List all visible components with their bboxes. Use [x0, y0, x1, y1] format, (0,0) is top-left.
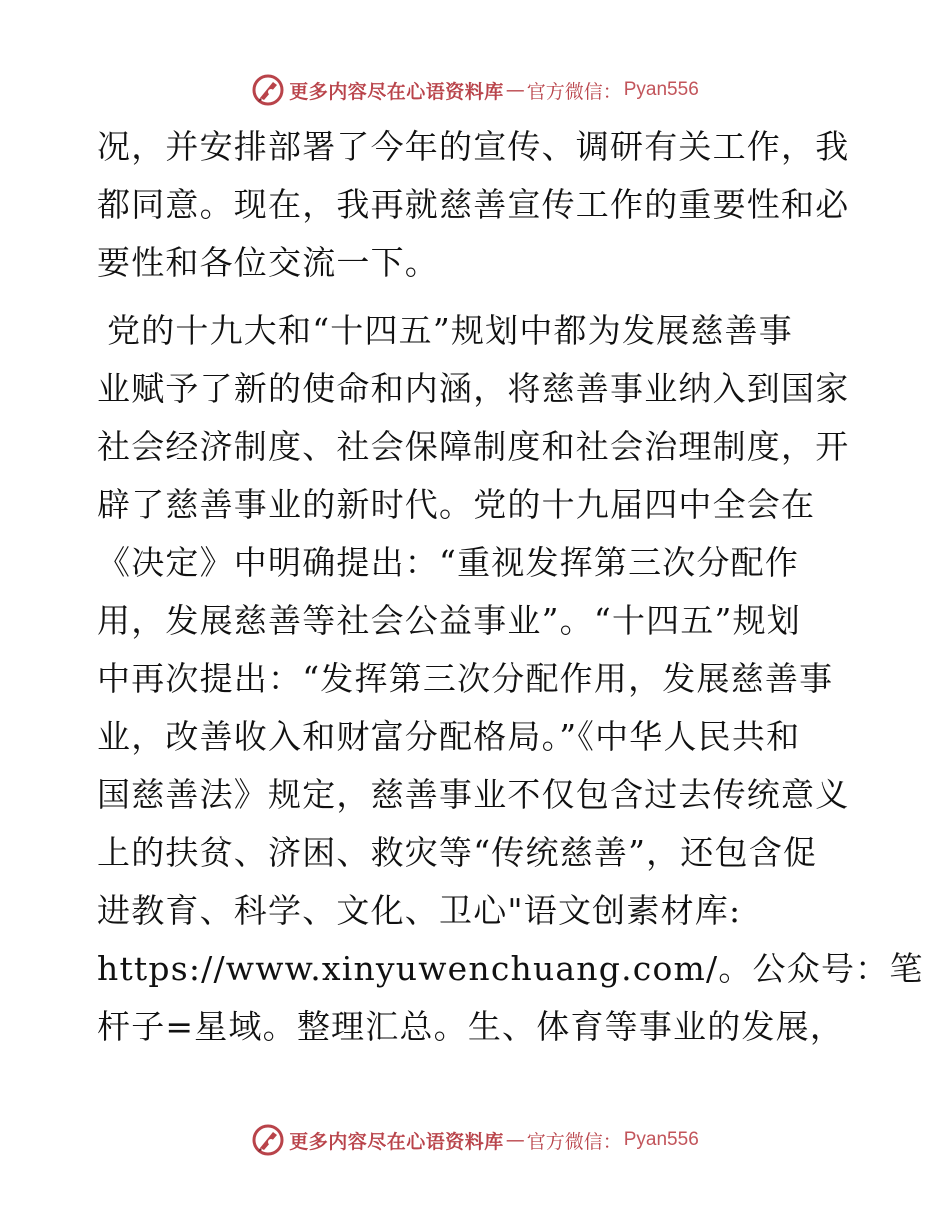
text-line: 上的扶贫、济困、救灾等“传统慈善”，还包含促: [97, 833, 818, 872]
text-line: 党的十九大和“十四五”规划中都为发展慈善事: [107, 311, 793, 350]
document-body: [97, 118, 924, 1056]
text-line: 用，发展慈善等社会公益事业”。“十四五”规划: [97, 601, 802, 640]
paragraph-2: [97, 302, 924, 1056]
text-line: 都同意。现在，我再就慈善宣传工作的重要性和必: [97, 185, 850, 224]
banner-brand-text: 更多内容尽在心语资料库: [289, 80, 504, 103]
text-line: 进教育、科学、文化、卫心"语文创素材库:: [97, 891, 742, 930]
banner-official-label: 官方微信：: [526, 1130, 622, 1153]
banner-dash: —: [505, 1129, 525, 1151]
text-line: https://www.xinyuwenchuang.com/。公众号：笔: [97, 949, 924, 988]
banner-brand-text: 更多内容尽在心语资料库: [289, 1130, 504, 1153]
footer-banner: [0, 1120, 950, 1160]
quill-pen-logo-icon: [251, 1123, 285, 1157]
header-banner: [0, 70, 950, 110]
text-line: 辟了慈善事业的新时代。党的十九届四中全会在: [97, 485, 816, 524]
quill-pen-logo-icon: [251, 73, 285, 107]
text-line: 杆子=星域。整理汇总。生、体育等事业的发展，: [97, 1007, 845, 1046]
text-line: 社会经济制度、社会保障制度和社会治理制度，开: [97, 427, 850, 466]
text-line: 国慈善法》规定，慈善事业不仅包含过去传统意义: [97, 775, 850, 814]
banner-official-label: 官方微信：: [526, 80, 622, 103]
paragraph-gap: [97, 292, 867, 302]
text-line: 况，并安排部署了今年的宣传、调研有关工作，我: [97, 127, 850, 166]
text-line: 业赋予了新的使命和内涵，将慈善事业纳入到国家: [97, 369, 850, 408]
banner-dash: —: [505, 79, 525, 101]
text-line: 业，改善收入和财富分配格局。”《中华人民共和: [97, 717, 801, 756]
banner-wechat-id: Pyan556: [623, 1129, 699, 1150]
text-line: 《决定》中明确提出：“重视发挥第三次分配作: [97, 543, 800, 582]
text-line: 中再次提出：“发挥第三次分配作用，发展慈善事: [97, 659, 834, 698]
banner-wechat-id: Pyan556: [623, 79, 699, 100]
text-line: 要性和各位交流一下。: [97, 243, 439, 282]
paragraph-1: [97, 118, 867, 292]
